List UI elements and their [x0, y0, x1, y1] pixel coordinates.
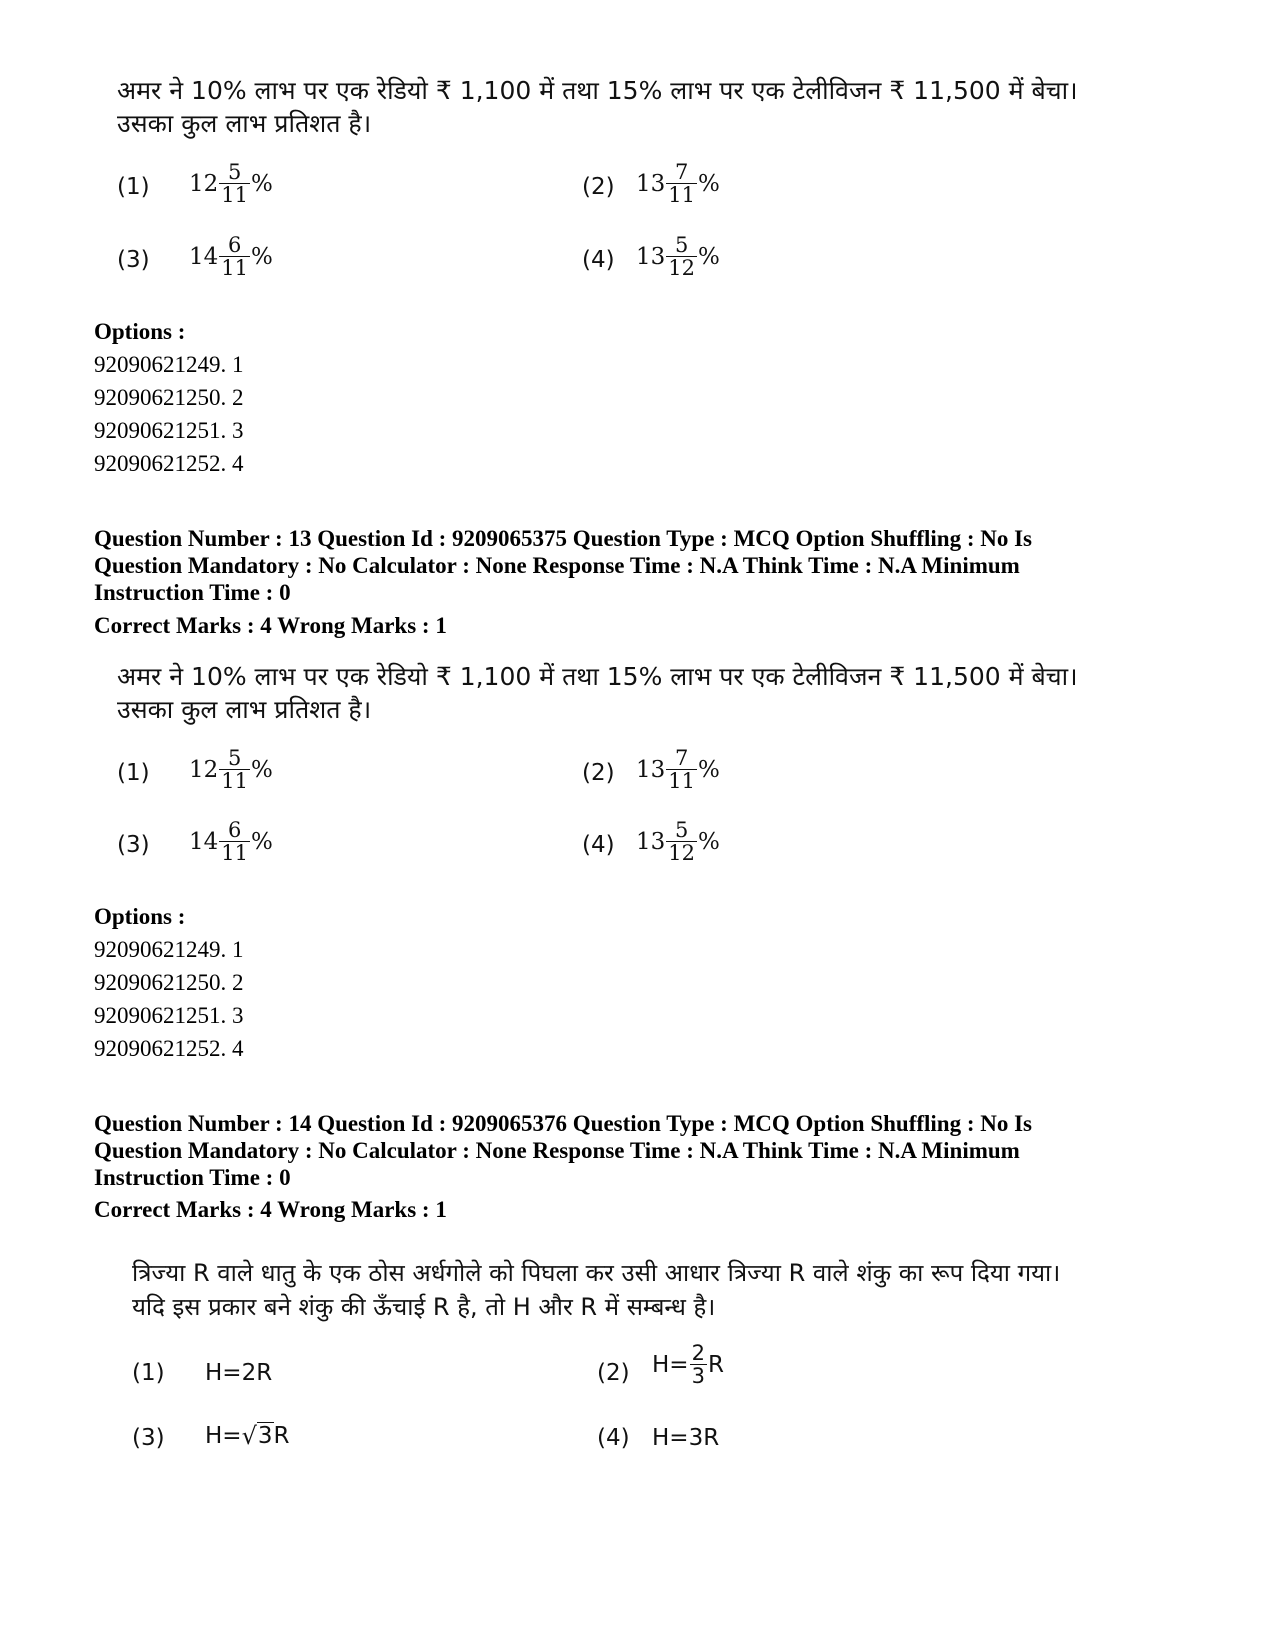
question-line-2: उसका कुल लाभ प्रतिशत है। [117, 109, 372, 138]
question-text [117, 660, 1078, 726]
option-id-line: 92090621251. 3 [94, 1003, 244, 1028]
option-id-line: 92090621250. 2 [94, 970, 244, 995]
choice-value-3 [189, 235, 273, 278]
question-line-1: अमर ने 10% लाभ पर एक रेडियो ₹ 1,100 में तथा 15% लाभ पर एक टेलीविजन ₹ 11,500 में बेचा। [117, 662, 1078, 691]
option-id-line: 92090621252. 4 [94, 1036, 244, 1061]
choice-number-1: (1) [117, 760, 150, 786]
choice-whole: 12 [189, 756, 219, 783]
meta-line-3: Instruction Time : 0 [94, 580, 291, 605]
choice-value-3 [189, 820, 273, 863]
fraction-numerator: 7 [674, 160, 689, 184]
choice-value-3 [205, 1422, 290, 1450]
choice-whole: 13 [636, 756, 666, 783]
option-id-line: 92090621250. 2 [94, 385, 244, 410]
choice-number-1: (1) [117, 174, 150, 200]
question-text [117, 74, 1078, 140]
choice-suffix: R [707, 1351, 724, 1378]
meta-line-3: Instruction Time : 0 [94, 1165, 291, 1190]
fraction [666, 162, 697, 205]
option-id-line: 92090621252. 4 [94, 451, 244, 476]
choice-whole: 14 [189, 243, 219, 270]
marks-line: Correct Marks : 4 Wrong Marks : 1 [94, 613, 447, 638]
fraction-denominator: 11 [221, 256, 249, 280]
choice-value-1 [189, 162, 273, 205]
fraction-numerator: 7 [674, 746, 689, 770]
fraction-denominator: 11 [221, 769, 249, 793]
percent-sign: % [251, 243, 273, 270]
question-line-2: उसका कुल लाभ प्रतिशत है। [117, 695, 372, 724]
choice-number-4: (4) [582, 832, 615, 858]
question-line-1: त्रिज्या R वाले धातु के एक ठोस अर्धगोले को पिघला कर उसी आधार त्रिज्या R वाले शंकु का रूप दिया गया। [132, 1259, 1061, 1287]
fraction-numerator: 5 [674, 233, 689, 257]
fraction-numerator: 6 [227, 233, 242, 257]
choice-whole: 14 [189, 828, 219, 855]
fraction [219, 162, 250, 205]
choice-value-1: H=2R [205, 1360, 273, 1386]
radical-sign-icon: √ [241, 1422, 257, 1450]
option-id-line: 92090621251. 3 [94, 418, 244, 443]
fraction-numerator: 6 [227, 818, 242, 842]
fraction-denominator: 12 [668, 841, 696, 865]
percent-sign: % [698, 756, 720, 783]
fraction-denominator: 3 [691, 1364, 705, 1388]
choice-value-2 [636, 748, 720, 791]
marks-line: Correct Marks : 4 Wrong Marks : 1 [94, 1197, 447, 1222]
meta-line-2: Question Mandatory : No Calculator : None Response Time : N.A Think Time : N.A Minimum [94, 553, 1020, 578]
choice-whole: 13 [636, 828, 666, 855]
choice-number-2: (2) [582, 760, 615, 786]
choice-value-2 [636, 162, 720, 205]
fraction-numerator: 2 [691, 1341, 705, 1365]
fraction [219, 820, 250, 863]
fraction-denominator: 11 [668, 183, 696, 207]
fraction-numerator: 5 [674, 818, 689, 842]
fraction [666, 235, 697, 278]
question-meta [94, 1110, 1194, 1191]
fraction-denominator: 11 [221, 183, 249, 207]
fraction [666, 748, 697, 791]
options-label: Options : [94, 904, 186, 929]
choice-number-3: (3) [132, 1425, 165, 1451]
choice-number-2: (2) [597, 1360, 630, 1386]
fraction-denominator: 12 [668, 256, 696, 280]
choice-value-2 [652, 1343, 724, 1386]
percent-sign: % [698, 243, 720, 270]
choice-number-4: (4) [597, 1425, 630, 1451]
radicand: 3 [257, 1423, 273, 1449]
choice-number-4: (4) [582, 247, 615, 273]
fraction-numerator: 5 [227, 160, 242, 184]
fraction [666, 820, 697, 863]
question-line-1: अमर ने 10% लाभ पर एक रेडियो ₹ 1,100 में तथा 15% लाभ पर एक टेलीविजन ₹ 11,500 में बेचा। [117, 76, 1078, 105]
choice-number-3: (3) [117, 832, 150, 858]
choice-prefix: H= [205, 1423, 242, 1449]
percent-sign: % [698, 828, 720, 855]
meta-line-2: Question Mandatory : No Calculator : None Response Time : N.A Think Time : N.A Minimum [94, 1138, 1020, 1163]
option-id-line: 92090621249. 1 [94, 937, 244, 962]
fraction-numerator: 5 [227, 746, 242, 770]
question-line-2: यदि इस प्रकार बने शंकु की ऊँचाई R है, तो H और R में सम्बन्ध है। [132, 1293, 716, 1321]
fraction [690, 1343, 707, 1386]
percent-sign: % [251, 828, 273, 855]
fraction [219, 748, 250, 791]
choice-value-4: H=3R [652, 1425, 720, 1451]
choice-suffix: R [273, 1423, 290, 1449]
question-meta [94, 525, 1194, 606]
meta-line-1: Question Number : 13 Question Id : 9209065375 Question Type : MCQ Option Shuffling : No Is [94, 526, 1033, 551]
percent-sign: % [251, 756, 273, 783]
choice-whole: 13 [636, 170, 666, 197]
fraction-denominator: 11 [221, 841, 249, 865]
fraction-denominator: 11 [668, 769, 696, 793]
choice-value-1 [189, 748, 273, 791]
choice-number-3: (3) [117, 247, 150, 273]
percent-sign: % [251, 170, 273, 197]
fraction [219, 235, 250, 278]
option-id-line: 92090621249. 1 [94, 352, 244, 377]
choice-value-4 [636, 820, 720, 863]
choice-whole: 13 [636, 243, 666, 270]
choice-whole: 12 [189, 170, 219, 197]
options-label: Options : [94, 319, 186, 344]
choice-value-4 [636, 235, 720, 278]
choice-number-2: (2) [582, 174, 615, 200]
choice-prefix: H= [652, 1351, 689, 1378]
meta-line-1: Question Number : 14 Question Id : 9209065376 Question Type : MCQ Option Shuffling : No Is [94, 1111, 1033, 1136]
percent-sign: % [698, 170, 720, 197]
square-root [242, 1422, 274, 1450]
choice-number-1: (1) [132, 1360, 165, 1386]
question-text [132, 1256, 1060, 1324]
